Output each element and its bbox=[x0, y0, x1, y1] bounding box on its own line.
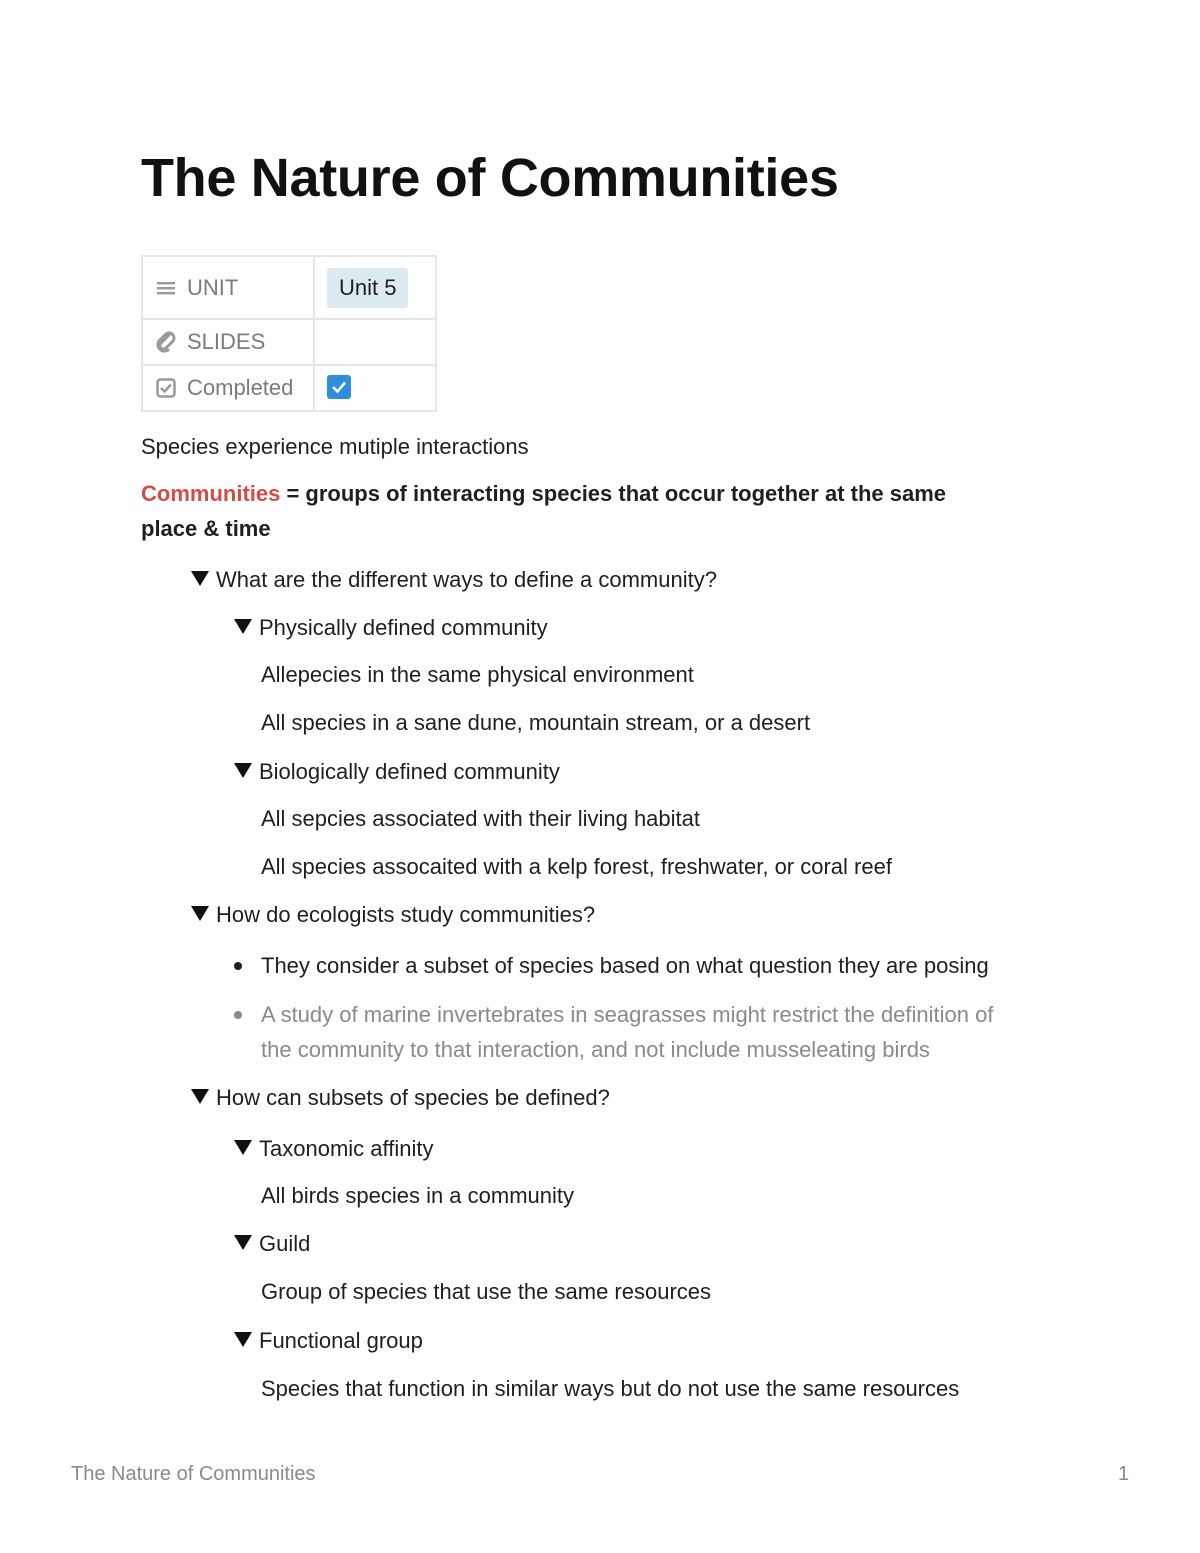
toggle-triangle-icon[interactable] bbox=[234, 619, 252, 634]
toggle-triangle-icon[interactable] bbox=[234, 1140, 252, 1155]
footer-title: The Nature of Communities bbox=[71, 1463, 316, 1485]
toggle-label: Guild bbox=[259, 1231, 311, 1256]
toggle-label: Taxonomic affinity bbox=[259, 1136, 434, 1161]
page-title: The Nature of Communities bbox=[141, 148, 839, 208]
property-row-completed bbox=[142, 365, 436, 411]
property-label: UNIT bbox=[187, 274, 239, 300]
toggle-functional-group[interactable] bbox=[234, 1325, 423, 1357]
toggle-triangle-icon[interactable] bbox=[191, 571, 209, 586]
toggle-label: How do ecologists study communities? bbox=[216, 902, 596, 927]
toggle-guild[interactable] bbox=[234, 1228, 310, 1260]
toggle-study-communities[interactable] bbox=[191, 899, 595, 931]
list-item: A study of marine invertebrates in seagrasses might restrict the definition of bbox=[261, 1002, 994, 1027]
property-value-slides[interactable] bbox=[314, 319, 436, 365]
property-key-completed bbox=[142, 365, 314, 411]
property-row-unit bbox=[142, 256, 436, 319]
toggle-subsets-defined[interactable] bbox=[191, 1082, 610, 1114]
definition-term: Communities bbox=[141, 481, 281, 506]
property-label: SLIDES bbox=[187, 329, 266, 354]
toggle-ways-define[interactable] bbox=[191, 564, 717, 596]
list-item-continuation: the community to that interaction, and not include musseleating birds bbox=[261, 1037, 930, 1062]
list-icon bbox=[155, 277, 177, 299]
completed-checkbox[interactable] bbox=[327, 375, 351, 399]
toggle-triangle-icon[interactable] bbox=[234, 1332, 252, 1347]
property-label: Completed bbox=[187, 375, 294, 400]
toggle-label: Physically defined community bbox=[259, 615, 548, 640]
toggle-label: Functional group bbox=[259, 1328, 423, 1353]
paragraph: Group of species that use the same resources bbox=[261, 1279, 712, 1304]
unit-tag[interactable]: Unit 5 bbox=[327, 268, 408, 308]
property-key-unit bbox=[142, 256, 314, 319]
toggle-label: Biologically defined community bbox=[259, 759, 560, 784]
toggle-label: What are the different ways to define a community? bbox=[216, 567, 717, 592]
intro-text: Species experience mutiple interactions bbox=[141, 434, 529, 459]
bullet-icon bbox=[234, 962, 242, 970]
toggle-label: How can subsets of species be defined? bbox=[216, 1085, 610, 1110]
properties-table bbox=[141, 255, 437, 412]
paragraph: All sepcies associated with their living habitat bbox=[261, 806, 701, 831]
page-number: 1 bbox=[1118, 1463, 1130, 1485]
definition-line bbox=[141, 478, 946, 510]
toggle-triangle-icon[interactable] bbox=[191, 906, 209, 921]
toggle-biologically-defined[interactable] bbox=[234, 756, 560, 788]
paragraph: Allepecies in the same physical environment bbox=[261, 662, 694, 687]
toggle-taxonomic-affinity[interactable] bbox=[234, 1133, 433, 1165]
property-row-slides bbox=[142, 319, 436, 365]
property-value-unit[interactable] bbox=[314, 256, 436, 319]
bullet-icon bbox=[234, 1011, 242, 1019]
check-icon bbox=[330, 378, 348, 396]
toggle-physically-defined[interactable] bbox=[234, 612, 548, 644]
toggle-triangle-icon[interactable] bbox=[234, 763, 252, 778]
checkbox-property-icon bbox=[155, 377, 177, 399]
definition-continuation: place & time bbox=[141, 516, 271, 541]
property-value-completed[interactable] bbox=[314, 365, 436, 411]
paragraph: All species assocaited with a kelp forest, freshwater, or coral reef bbox=[261, 854, 892, 879]
paragraph: All species in a sane dune, mountain stream, or a desert bbox=[261, 710, 811, 735]
toggle-triangle-icon[interactable] bbox=[234, 1235, 252, 1250]
definition-text: = groups of interacting species that occur together at the same bbox=[280, 481, 947, 506]
paragraph: All birds species in a community bbox=[261, 1183, 575, 1208]
property-key-slides bbox=[142, 319, 314, 365]
paperclip-icon bbox=[155, 331, 177, 353]
toggle-triangle-icon[interactable] bbox=[191, 1089, 209, 1104]
paragraph: Species that function in similar ways but do not use the same resources bbox=[261, 1376, 960, 1401]
list-item: They consider a subset of species based on what question they are posing bbox=[261, 953, 989, 978]
